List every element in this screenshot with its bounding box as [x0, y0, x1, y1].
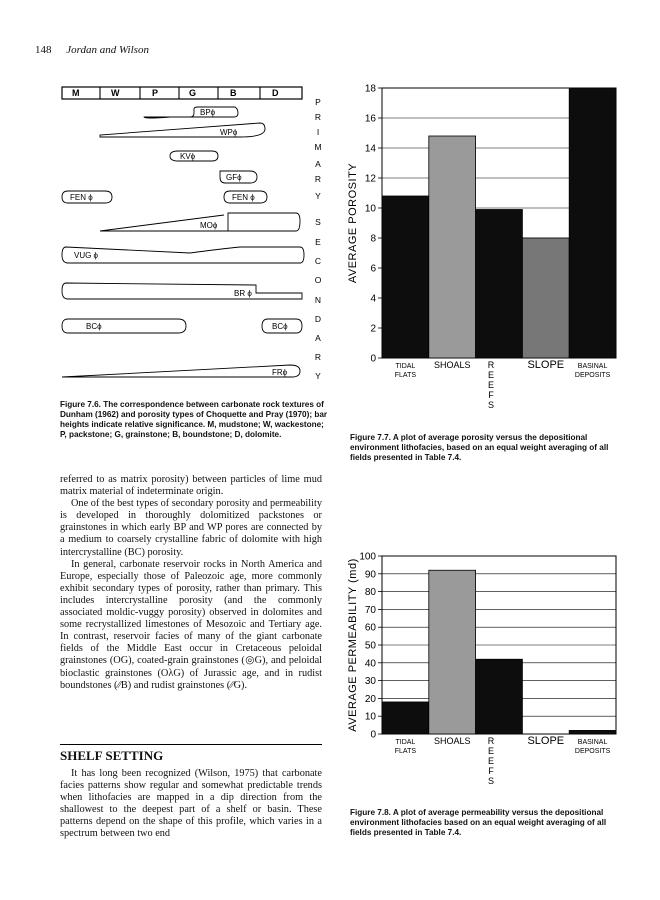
paragraph: One of the best types of secondary porosity and permeability is developed in thoroughly dolomitized packstones or grainstones in which early BP and WP pores are connected by a medium to coarsely crystalline fabric of dolomite with high intercrystalline (BC) porosity.: [60, 498, 322, 558]
figure-7-8: [330, 548, 625, 798]
y-tick-label: 10: [364, 203, 376, 215]
secondary-letter: D: [314, 314, 322, 324]
bar: [476, 210, 523, 359]
y-tick-label: 40: [364, 658, 376, 670]
y-tick-label: 60: [364, 622, 376, 634]
bar-label-kv: KVϕ: [180, 152, 196, 161]
x-tick-label: TIDAL: [395, 739, 416, 746]
y-tick-label: 20: [364, 693, 376, 705]
secondary-letter: C: [314, 256, 322, 266]
primary-letter: Y: [315, 191, 321, 201]
primary-letter: I: [316, 127, 320, 137]
bar-label-br: BR ϕ: [234, 289, 252, 298]
texture-header: G: [189, 88, 197, 98]
bar-label-mo: MOϕ: [200, 221, 218, 230]
x-tick-label: R: [487, 360, 495, 370]
paragraph: referred to as matrix porosity) between particles of lime mud matrix material of indeterminate origin.: [60, 474, 322, 498]
secondary-letter: A: [315, 333, 321, 343]
x-tick-label: FLATS: [394, 748, 417, 755]
y-tick-label: 12: [364, 173, 376, 185]
texture-header: W: [111, 88, 120, 98]
x-tick-label: BASINAL: [577, 363, 608, 370]
y-tick-label: 80: [364, 587, 376, 599]
x-tick-label: R: [487, 736, 495, 746]
porosity-bars: [62, 107, 304, 377]
figure-7-6-caption: Figure 7.6. The correspondence between carbonate rock textures of Dunham (1962) and porosity types of Choquette and Pray (1970); bar heights indicate relative significance. M, mudstone; W, wackestone; P, packstone; G, grainstone; B, boundstone; D, dolomite.: [60, 400, 328, 439]
y-tick-label: 6: [370, 263, 376, 275]
figure-7-8-caption: Figure 7.8. A plot of average permeability versus the depositional environment lithofacies based on an equal weight averaging of all fields presented in Table 7.4.: [350, 808, 607, 837]
y-tick-label: 16: [364, 113, 376, 125]
page-number: 148: [35, 44, 52, 56]
section-title: SHELF SETTING: [60, 748, 164, 763]
bar-label-bc-right: BCϕ: [272, 322, 288, 331]
primary-letter: M: [314, 142, 322, 152]
bar: [569, 88, 616, 358]
figure-7-7: [330, 80, 625, 430]
bar: [522, 238, 569, 358]
secondary-letter: S: [315, 217, 321, 227]
x-tick-label: E: [487, 380, 495, 390]
x-tick-label: DEPOSITS: [574, 748, 611, 755]
x-tick-label: FLATS: [394, 372, 417, 379]
y-tick-label: 10: [364, 711, 376, 723]
body-column-2: [60, 768, 322, 841]
texture-header: M: [72, 88, 80, 98]
secondary-letter: N: [314, 295, 322, 305]
bar: [429, 570, 476, 734]
y-tick-label: 18: [364, 83, 376, 95]
running-title: Jordan and Wilson: [66, 44, 149, 56]
x-tick-label: E: [487, 756, 495, 766]
x-tick-label: DEPOSITS: [574, 372, 611, 379]
bar-label-bc-left: BCϕ: [86, 322, 102, 331]
permeability-chart: [330, 548, 625, 793]
bar-label-wp: WPϕ: [220, 128, 238, 137]
x-tick-label: S: [487, 400, 495, 410]
y-tick-label: 90: [364, 569, 376, 581]
bar-label-fen-left: FEN ϕ: [70, 193, 93, 202]
x-tick-label: SLOPE: [527, 735, 565, 747]
primary-letter: P: [315, 97, 321, 107]
page-header: [35, 44, 149, 56]
x-tick-label: BASINAL: [577, 739, 608, 746]
y-tick-label: 2: [370, 323, 376, 335]
paragraph: In general, carbonate reservoir rocks in North America and Europe, especially those of Paleozoic age, more commonly exhibit secondary types of porosity, rather than primary. This includes intercrystalline porosity (and the commonly associated moldic-vuggy porosity) observed in dolomites and some recrystallized limestones of Mesozoic and Tertiary age. In contrast, reservoir facies of many of the giant carbonate fields of the Middle East occur in Cretaceous peloidal grainstones (OG), coated-grain grainstones (◎G), and peloidal bioclastic grainstones (OλG) of Jurassic age, and in rudist boundstones (⁄⁄B) and rudist grainstones (⁄⁄G).: [60, 558, 322, 691]
bar: [382, 702, 429, 734]
bar-label-bp: BPϕ: [200, 108, 216, 117]
y-tick-label: 14: [364, 143, 376, 155]
bar: [429, 136, 476, 358]
y-tick-label: 50: [364, 640, 376, 652]
primary-letter: A: [315, 159, 321, 169]
bar: [476, 659, 523, 734]
porosity-chart: [330, 80, 625, 425]
bar-label-vug: VUG ϕ: [74, 251, 99, 260]
primary-letter: R: [314, 174, 322, 184]
y-axis-label: AVERAGE PERMEABILITY (md): [347, 558, 359, 732]
y-axis-label: AVERAGE POROSITY: [347, 162, 359, 284]
x-tick-label: E: [487, 370, 495, 380]
texture-header: P: [152, 88, 159, 98]
x-tick-label: E: [487, 746, 495, 756]
x-tick-label: F: [488, 766, 494, 776]
x-tick-label: F: [488, 390, 494, 400]
y-tick-label: 4: [370, 293, 376, 305]
secondary-letter: Y: [315, 371, 321, 381]
y-tick-label: 0: [370, 729, 376, 741]
figure-7-6: [60, 85, 330, 400]
x-tick-label: SHOALS: [433, 360, 471, 370]
y-tick-label: 70: [364, 604, 376, 616]
x-tick-label: S: [487, 776, 495, 786]
secondary-letter: E: [315, 237, 321, 247]
y-tick-label: 100: [359, 551, 376, 563]
texture-header: D: [272, 88, 279, 98]
figure-7-7-caption: Figure 7.7. A plot of average porosity versus the depositional environment lithofacies, based on an equal weight averaging of all fields presented in Table 7.4.: [350, 433, 609, 462]
bar: [382, 196, 429, 358]
bar: [569, 730, 616, 734]
primary-secondary-labels: [314, 97, 321, 381]
y-tick-label: 8: [370, 233, 376, 245]
figure-7-6-diagram: [60, 85, 330, 395]
paragraph: It has long been recognized (Wilson, 1975) that carbonate facies patterns show regular and somewhat predictable trends when lithofacies are mapped in a dip direction from the shallowest to the deepest part of a shelf or basin. These patterns depend on the shape of this profile, which varies in a spectrum between two end: [60, 768, 322, 840]
x-tick-label: TIDAL: [395, 363, 416, 370]
section-rule: [60, 744, 322, 745]
secondary-letter: R: [314, 352, 322, 362]
y-tick-label: 0: [370, 353, 376, 365]
x-tick-label: SHOALS: [433, 736, 471, 746]
bar-label-fen-right: FEN ϕ: [232, 193, 255, 202]
bar-label-gf: GFϕ: [226, 173, 242, 182]
y-tick-label: 30: [364, 676, 376, 688]
bar-label-fr: FRϕ: [272, 368, 288, 377]
x-tick-label: SLOPE: [527, 359, 565, 371]
texture-header: B: [230, 88, 237, 98]
secondary-letter: O: [314, 275, 322, 285]
body-column: [60, 474, 322, 692]
primary-letter: R: [314, 112, 322, 122]
